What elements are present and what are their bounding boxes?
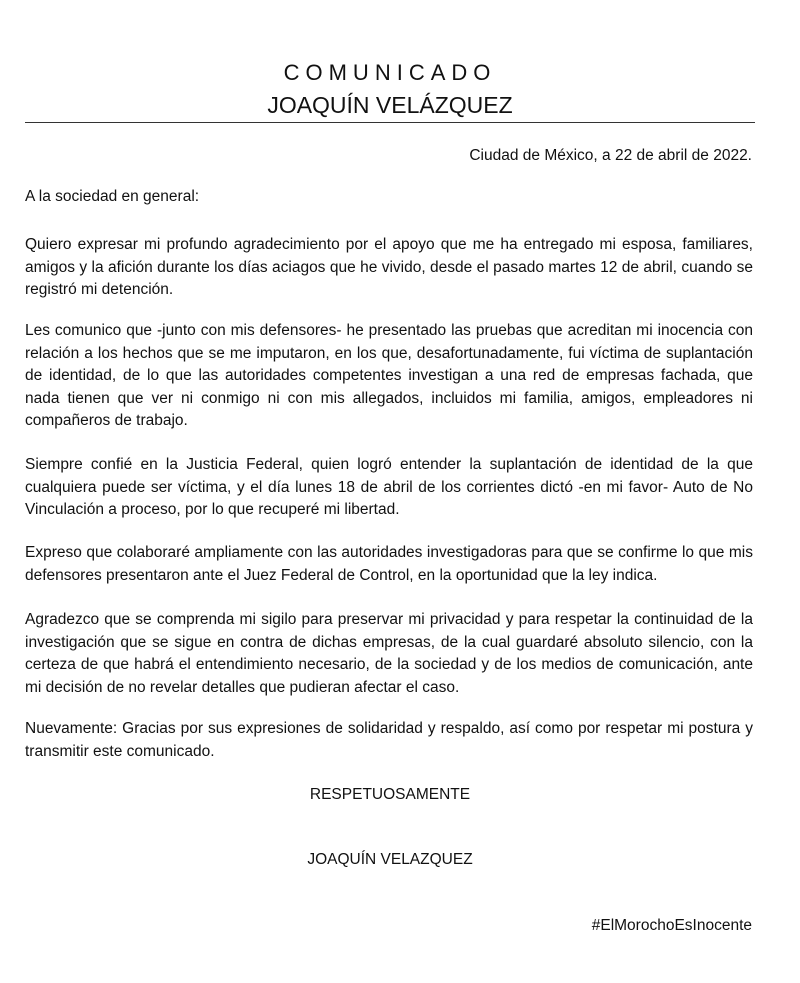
- paragraph-2: Les comunico que -junto con mis defensores- he presentado las pruebas que acreditan mi inocencia con relación a los hechos que se me imputaron, en los que, desafortunadamente, fui víctima de suplantación de identidad, de lo que las autoridades competentes investigan a una red de empresas fachada, que nada tienen que ver ni conmigo ni con mis allegados, incluidos mi familia, amigos, empleadores ni compañeros de trabajo.: [25, 322, 753, 429]
- paragraph-3: Siempre confié en la Justicia Federal, quien logró entender la suplantación de identidad de la que cualquiera puede ser víctima, y el día lunes 18 de abril de los corrientes dictó -en mi favor- Auto de No Vinculación a proceso, por lo que recuperé mi libertad.: [25, 456, 753, 518]
- header-divider: [25, 122, 755, 123]
- dateline: Ciudad de México, a 22 de abril de 2022.: [469, 147, 752, 164]
- document-title: COMUNICADO: [283, 60, 497, 85]
- document-author-heading: JOAQUÍN VELÁZQUEZ: [267, 92, 513, 118]
- hashtag: #ElMorochoEsInocente: [591, 917, 752, 934]
- paragraph-5: Agradezco que se comprenda mi sigilo para preservar mi privacidad y para respetar la continuidad de la investigación que se sigue en contra de dichas empresas, de la cual guardaré absoluto silencio, con la certeza de que habrá el entendimiento necesario, de la sociedad y de los medios de comunicación, ante mi decisión de no revelar detalles que pudieran afectar el caso.: [25, 611, 753, 696]
- signature-name: JOAQUÍN VELAZQUEZ: [307, 851, 473, 868]
- paragraph-6: Nuevamente: Gracias por sus expresiones de solidaridad y respaldo, así como por respetar mi postura y transmitir este comunicado.: [25, 720, 753, 760]
- paragraph-1: Quiero expresar mi profundo agradecimiento por el apoyo que me ha entregado mi esposa, familiares, amigos y la afición durante los días aciagos que he vivido, desde el pasado martes 12 de abril, cuando se registró mi detención.: [25, 236, 753, 298]
- paragraph-4: Expreso que colaboraré ampliamente con las autoridades investigadoras para que se confirme lo que mis defensores presentaron ante el Juez Federal de Control, en la oportunidad que la ley indica.: [25, 544, 753, 584]
- salutation: A la sociedad en general:: [25, 188, 200, 205]
- closing-salutation: RESPETUOSAMENTE: [309, 786, 471, 803]
